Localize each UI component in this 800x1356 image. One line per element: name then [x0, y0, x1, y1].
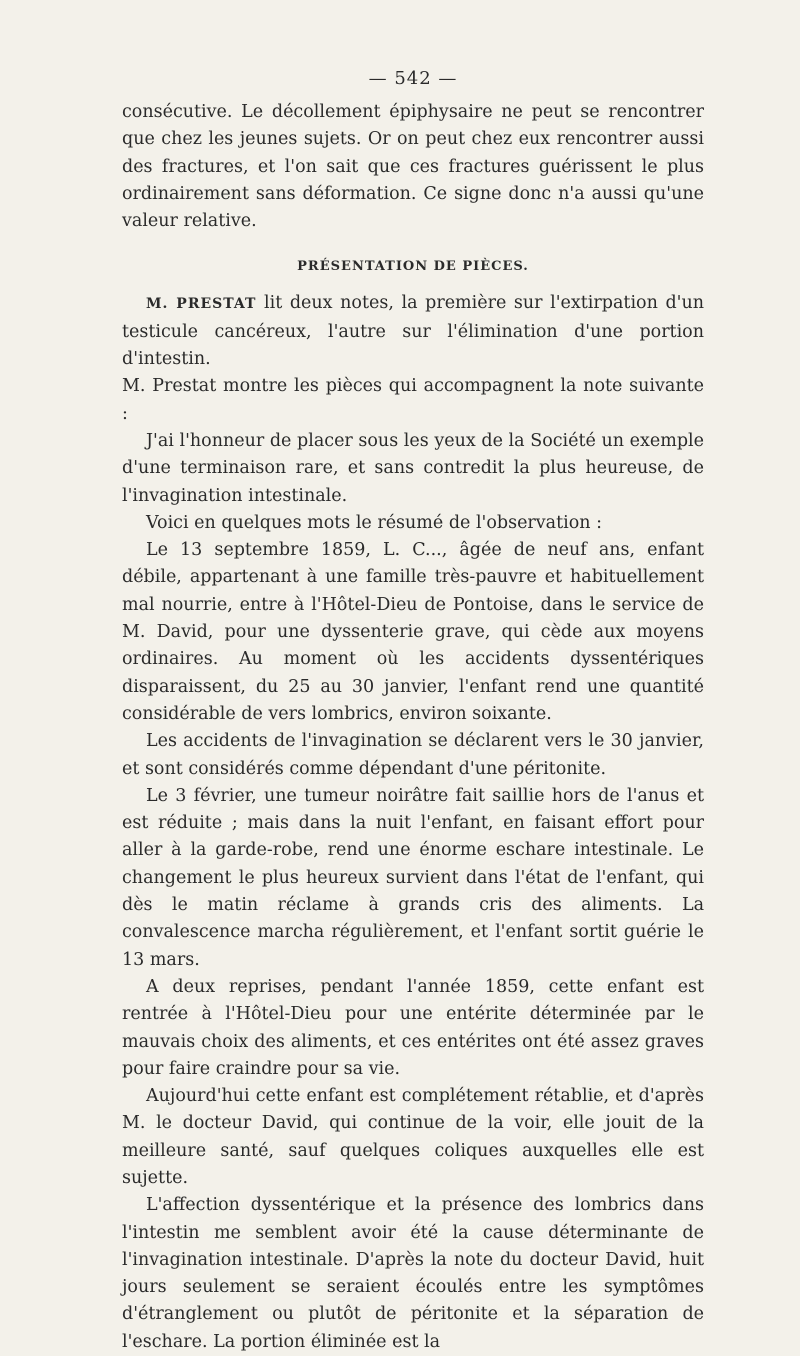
- body-paragraph: Le 3 février, une tumeur noirâtre fait saillie hors de l'anus et est réduite ; mais dans la nuit l'enfant, en faisant effort pour aller à la garde-robe, rend une énorme eschare intestinale. Le changement le plus heureux survient dans l'état de l'enfant, qui dès le matin réclame à grands cris des aliments. La convalescence marcha régulièrement, et l'enfant sortit guérie le 13 mars.: [122, 785, 704, 970]
- body-paragraph: L'affection dyssentérique et la présence des lombrics dans l'intestin me semblent avoir été la cause déterminante de l'invagination intestinale. D'après la note du docteur David, huit jours seulement se seraient écoulés entre les symptômes d'étranglement ou plutôt de péritonite et la séparation de l'eschare. La portion éliminée est la: [122, 1195, 704, 1352]
- speaker-paragraph: [122, 290, 704, 373]
- body-paragraph: Les accidents de l'invagination se déclarent vers le 30 janvier, et sont considérés comme dépendant d'une péritonite.: [122, 731, 704, 779]
- body-paragraph: M. Prestat montre les pièces qui accompagnent la note suivante :: [122, 376, 704, 424]
- body-paragraph: J'ai l'honneur de placer sous les yeux de la Société un exemple d'une terminaison rare, et sans contredit la plus heureuse, de l'invagination intestinale.: [122, 430, 704, 506]
- speaker-name: M. PRESTAT: [146, 296, 257, 313]
- text-block: [122, 68, 704, 1356]
- body-paragraph: Le 13 septembre 1859, L. C..., âgée de neuf ans, enfant débile, appartenant à une famille très-pauvre et habituellement mal nourrie, entre à l'Hôtel-Dieu de Pontoise, dans le service de M. David, pour une dyssenterie grave, qui cède aux moyens ordinaires. Au moment où les accidents dyssentériques disparaissent, du 25 au 30 janvier, l'enfant rend une quantité considérable de vers lombrics, environ soixante.: [122, 540, 704, 724]
- body-paragraph: Voici en quelques mots le résumé de l'observation :: [146, 512, 603, 533]
- speaker-text: lit deux notes, la première sur l'extirpation d'un testicule cancéreux, l'autre sur l'élimination d'une portion d'intestin.: [122, 293, 705, 370]
- body-paragraph: Aujourd'hui cette enfant est complétement rétablie, et d'après M. le docteur David, qui continue de la voir, elle jouit de la meilleure santé, sauf quelques coliques auxquelles elle est sujette.: [122, 1086, 704, 1188]
- top-paragraph: consécutive. Le décollement épiphysaire ne peut se rencontrer que chez les jeunes sujets. Or on peut chez eux rencontrer aussi des fractures, et l'on sait que ces fractures guérissent le plus ordinairement sans déformation. Ce signe donc n'a aussi qu'une valeur relative.: [122, 102, 704, 232]
- section-heading: PRÉSENTATION DE PIÈCES.: [297, 259, 529, 275]
- page-number: — 542 —: [368, 68, 458, 89]
- body-paragraph: A deux reprises, pendant l'année 1859, cette enfant est rentrée à l'Hôtel-Dieu pour une entérite déterminée par le mauvais choix des aliments, et ces entérites ont été assez graves pour faire craindre pour sa vie.: [122, 976, 704, 1079]
